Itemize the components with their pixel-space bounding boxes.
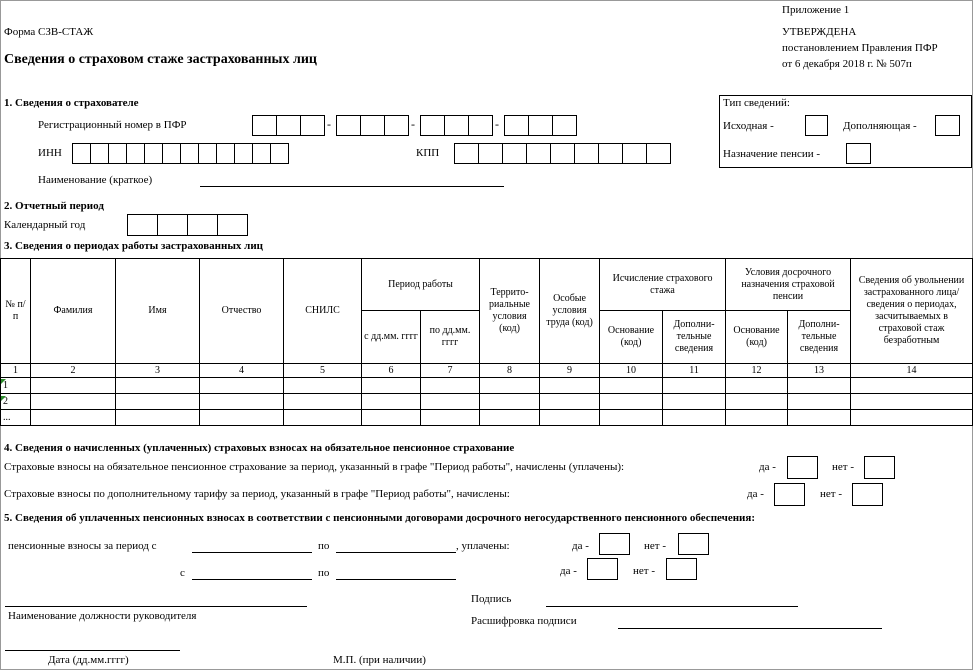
table-cell[interactable]: [284, 378, 362, 394]
table-cell[interactable]: [663, 394, 726, 410]
pension-label: Назначение пенсии -: [723, 148, 821, 160]
s5-to2-field[interactable]: [336, 579, 456, 580]
table-cell[interactable]: [788, 410, 851, 426]
s5-yes2-label: да -: [560, 565, 577, 577]
signature-line[interactable]: [546, 606, 798, 607]
char-box[interactable]: [144, 143, 163, 164]
column-number: 13: [788, 364, 851, 378]
table-cell[interactable]: [116, 378, 200, 394]
column-number: 2: [31, 364, 116, 378]
col-num-header: № п/п: [1, 259, 31, 364]
table-cell[interactable]: [851, 378, 973, 394]
table-cell[interactable]: [663, 410, 726, 426]
col-snils-header: СНИЛС: [284, 259, 362, 364]
table-cell[interactable]: [421, 394, 480, 410]
approved-by: постановлением Правления ПФР: [782, 42, 938, 54]
info-type-title: Тип сведений:: [723, 97, 790, 109]
date-label: Дата (дд.мм.гггг): [48, 654, 129, 666]
pension-checkbox[interactable]: [846, 143, 871, 164]
char-box[interactable]: [276, 115, 301, 136]
s4-no1-label: нет -: [832, 461, 854, 473]
col-from-header: с дд.мм. гггг: [362, 311, 421, 364]
table-cell[interactable]: [540, 378, 600, 394]
separator-dash: -: [327, 117, 331, 131]
name-label: Наименование (краткое): [38, 174, 153, 186]
col-patronymic-header: Отчество: [200, 259, 284, 364]
col-name-header: Имя: [116, 259, 200, 364]
supplementary-checkbox[interactable]: [935, 115, 960, 136]
table-cell[interactable]: [200, 394, 284, 410]
work-periods-table: [0, 258, 973, 426]
table-cell[interactable]: [480, 378, 540, 394]
year-label: Календарный год: [4, 219, 86, 231]
s4-no2-label: нет -: [820, 488, 842, 500]
table-cell[interactable]: [600, 410, 663, 426]
s4-no2-checkbox[interactable]: [852, 483, 883, 506]
table-cell[interactable]: [362, 410, 421, 426]
col-to-header: по дд.мм. гггг: [421, 311, 480, 364]
char-box[interactable]: [90, 143, 109, 164]
char-box[interactable]: [162, 143, 181, 164]
column-number: 9: [540, 364, 600, 378]
char-box[interactable]: [300, 115, 325, 136]
column-number: 8: [480, 364, 540, 378]
s4-yes1-checkbox[interactable]: [787, 456, 818, 479]
s4-yes1-label: да -: [759, 461, 776, 473]
s5-to1-field[interactable]: [336, 552, 456, 553]
approved-label: УТВЕРЖДЕНА: [782, 26, 857, 38]
table-cell[interactable]: [200, 410, 284, 426]
table-row: [1, 410, 973, 426]
column-number: 11: [663, 364, 726, 378]
char-box[interactable]: [72, 143, 91, 164]
col-basis2-header: Основание (код): [726, 311, 788, 364]
s5-to1-label: по: [318, 540, 330, 552]
column-number: 12: [726, 364, 788, 378]
table-cell[interactable]: [851, 394, 973, 410]
s5-yes1-checkbox[interactable]: [599, 533, 630, 555]
s4-yes2-checkbox[interactable]: [774, 483, 805, 506]
col-dismissal-header: Сведения об увольнении застрахованного лица/ сведения о периодах, засчитываемых в страховой стаж безработным: [851, 259, 973, 364]
char-box[interactable]: [444, 115, 469, 136]
separator-dash: -: [411, 117, 415, 131]
row-number: ...: [1, 410, 31, 426]
table-cell[interactable]: [851, 410, 973, 426]
table-cell[interactable]: [284, 394, 362, 410]
s5-from2-field[interactable]: [192, 579, 312, 580]
column-number: 1: [1, 364, 31, 378]
signature-decoding-line[interactable]: [618, 628, 882, 629]
char-box[interactable]: [127, 214, 158, 236]
col-additional2-header: Дополни-тельные сведения: [788, 311, 851, 364]
table-row: [1, 394, 973, 410]
table-cell[interactable]: [726, 378, 788, 394]
section4-title: 4. Сведения о начисленных (уплаченных) страховых взносах на обязательное пенсионное страхование: [4, 442, 515, 454]
char-box[interactable]: [550, 143, 575, 164]
section4-line1: Страховые взносы на обязательное пенсионное страхование за период, указанный в графе "Период работы", начислены (уплачены):: [4, 461, 625, 473]
s5-line2-prefix: с: [180, 567, 185, 579]
s5-yes1-label: да -: [572, 540, 589, 552]
table-cell[interactable]: [600, 378, 663, 394]
table-cell[interactable]: [480, 410, 540, 426]
s5-from1-field[interactable]: [192, 552, 312, 553]
s5-paid-label: , уплачены:: [456, 540, 510, 552]
section5-title: 5. Сведения об уплаченных пенсионных взносах в соответствии с пенсионными договорами досрочного негосударственного пенсионного обеспечения:: [4, 512, 756, 524]
s5-no2-checkbox[interactable]: [666, 558, 697, 580]
char-box[interactable]: [502, 143, 527, 164]
s5-to2-label: по: [318, 567, 330, 579]
char-box[interactable]: [180, 143, 199, 164]
table-cell[interactable]: [31, 394, 116, 410]
table-cell[interactable]: [788, 378, 851, 394]
char-box[interactable]: [198, 143, 217, 164]
signature-decoding-label: Расшифровка подписи: [471, 615, 577, 627]
char-box[interactable]: [108, 143, 127, 164]
char-box[interactable]: [252, 115, 277, 136]
supplementary-label: Дополняющая -: [843, 120, 917, 132]
table-cell[interactable]: [480, 394, 540, 410]
section1-title: 1. Сведения о страхователе: [4, 97, 139, 109]
char-box[interactable]: [157, 214, 188, 236]
char-box[interactable]: [270, 143, 289, 164]
table-row: [1, 378, 973, 394]
inn-label: ИНН: [38, 147, 62, 159]
original-label: Исходная -: [723, 120, 774, 132]
table-cell[interactable]: [726, 394, 788, 410]
table-cell[interactable]: [31, 410, 116, 426]
table-cell[interactable]: [116, 410, 200, 426]
char-box[interactable]: [478, 143, 503, 164]
char-box[interactable]: [526, 143, 551, 164]
char-box[interactable]: [468, 115, 493, 136]
signature-label: Подпись: [471, 593, 512, 605]
original-checkbox[interactable]: [805, 115, 828, 136]
char-box[interactable]: [126, 143, 145, 164]
page-title: Сведения о страховом стаже застрахованных лиц: [4, 52, 317, 67]
char-box[interactable]: [622, 143, 647, 164]
head-position-label: Наименование должности руководителя: [8, 610, 197, 622]
row-number: 1: [1, 378, 31, 394]
s5-yes2-checkbox[interactable]: [587, 558, 618, 580]
char-box[interactable]: [598, 143, 623, 164]
column-number: 7: [421, 364, 480, 378]
char-box[interactable]: [454, 143, 479, 164]
table-cell[interactable]: [540, 394, 600, 410]
char-box[interactable]: [574, 143, 599, 164]
column-number: 3: [116, 364, 200, 378]
section4-line2: Страховые взносы по дополнительному тарифу за период, указанный в графе "Период работы", начислены:: [4, 488, 510, 500]
char-box[interactable]: [234, 143, 253, 164]
appendix-label: Приложение 1: [782, 4, 850, 16]
row-number: 2: [1, 394, 31, 410]
col-territorial-header: Террито-риальные условия (код): [480, 259, 540, 364]
section2-title: 2. Отчетный период: [4, 200, 104, 212]
col-early-pension-header: Условия досрочного назначения страховой пенсии: [726, 259, 851, 311]
form-name: Форма СЗВ-СТАЖ: [4, 26, 94, 38]
stamp-label: М.П. (при наличии): [333, 654, 426, 666]
table-cell[interactable]: [600, 394, 663, 410]
s4-no1-checkbox[interactable]: [864, 456, 895, 479]
table-cell[interactable]: [788, 394, 851, 410]
char-box[interactable]: [528, 115, 553, 136]
column-number: 4: [200, 364, 284, 378]
table-cell[interactable]: [362, 394, 421, 410]
reg-number-label: Регистрационный номер в ПФР: [38, 119, 187, 131]
head-position-line[interactable]: [5, 606, 307, 607]
char-box[interactable]: [187, 214, 218, 236]
approved-date: от 6 декабря 2018 г. № 507п: [782, 58, 912, 70]
col-work-period-header: Период работы: [362, 259, 480, 311]
col-basis-header: Основание (код): [600, 311, 663, 364]
table-cell[interactable]: [31, 378, 116, 394]
name-field[interactable]: [200, 186, 504, 187]
table-cell[interactable]: [362, 378, 421, 394]
char-box[interactable]: [384, 115, 409, 136]
row-marker: [1, 396, 6, 401]
s5-no1-checkbox[interactable]: [678, 533, 709, 555]
char-box[interactable]: [504, 115, 529, 136]
s5-line1-prefix: пенсионные взносы за период с: [8, 540, 157, 552]
table-cell[interactable]: [421, 378, 480, 394]
char-box[interactable]: [252, 143, 271, 164]
column-number: 10: [600, 364, 663, 378]
table-cell[interactable]: [284, 410, 362, 426]
table-cell[interactable]: [200, 378, 284, 394]
table-cell[interactable]: [726, 410, 788, 426]
column-number: 14: [851, 364, 973, 378]
char-box[interactable]: [336, 115, 361, 136]
s5-no1-label: нет -: [644, 540, 666, 552]
col-surname-header: Фамилия: [31, 259, 116, 364]
section3-title: 3. Сведения о периодах работы застрахованных лиц: [4, 240, 264, 252]
table-cell[interactable]: [540, 410, 600, 426]
char-box[interactable]: [360, 115, 385, 136]
column-number: 5: [284, 364, 362, 378]
col-insurance-calc-header: Исчисление страхового стажа: [600, 259, 726, 311]
char-box[interactable]: [646, 143, 671, 164]
separator-dash: -: [495, 117, 499, 131]
char-box[interactable]: [216, 143, 235, 164]
table-cell[interactable]: [421, 410, 480, 426]
char-box[interactable]: [217, 214, 248, 236]
char-box[interactable]: [420, 115, 445, 136]
table-cell[interactable]: [116, 394, 200, 410]
kpp-label: КПП: [416, 147, 440, 159]
column-number: 6: [362, 364, 421, 378]
date-line[interactable]: [5, 650, 180, 651]
col-additional-header: Дополни-тельные сведения: [663, 311, 726, 364]
row-marker: [1, 379, 6, 384]
column-numbers-row: [1, 364, 973, 378]
col-special-header: Особые условия труда (код): [540, 259, 600, 364]
s5-no2-label: нет -: [633, 565, 655, 577]
s4-yes2-label: да -: [747, 488, 764, 500]
table-cell[interactable]: [663, 378, 726, 394]
char-box[interactable]: [552, 115, 577, 136]
